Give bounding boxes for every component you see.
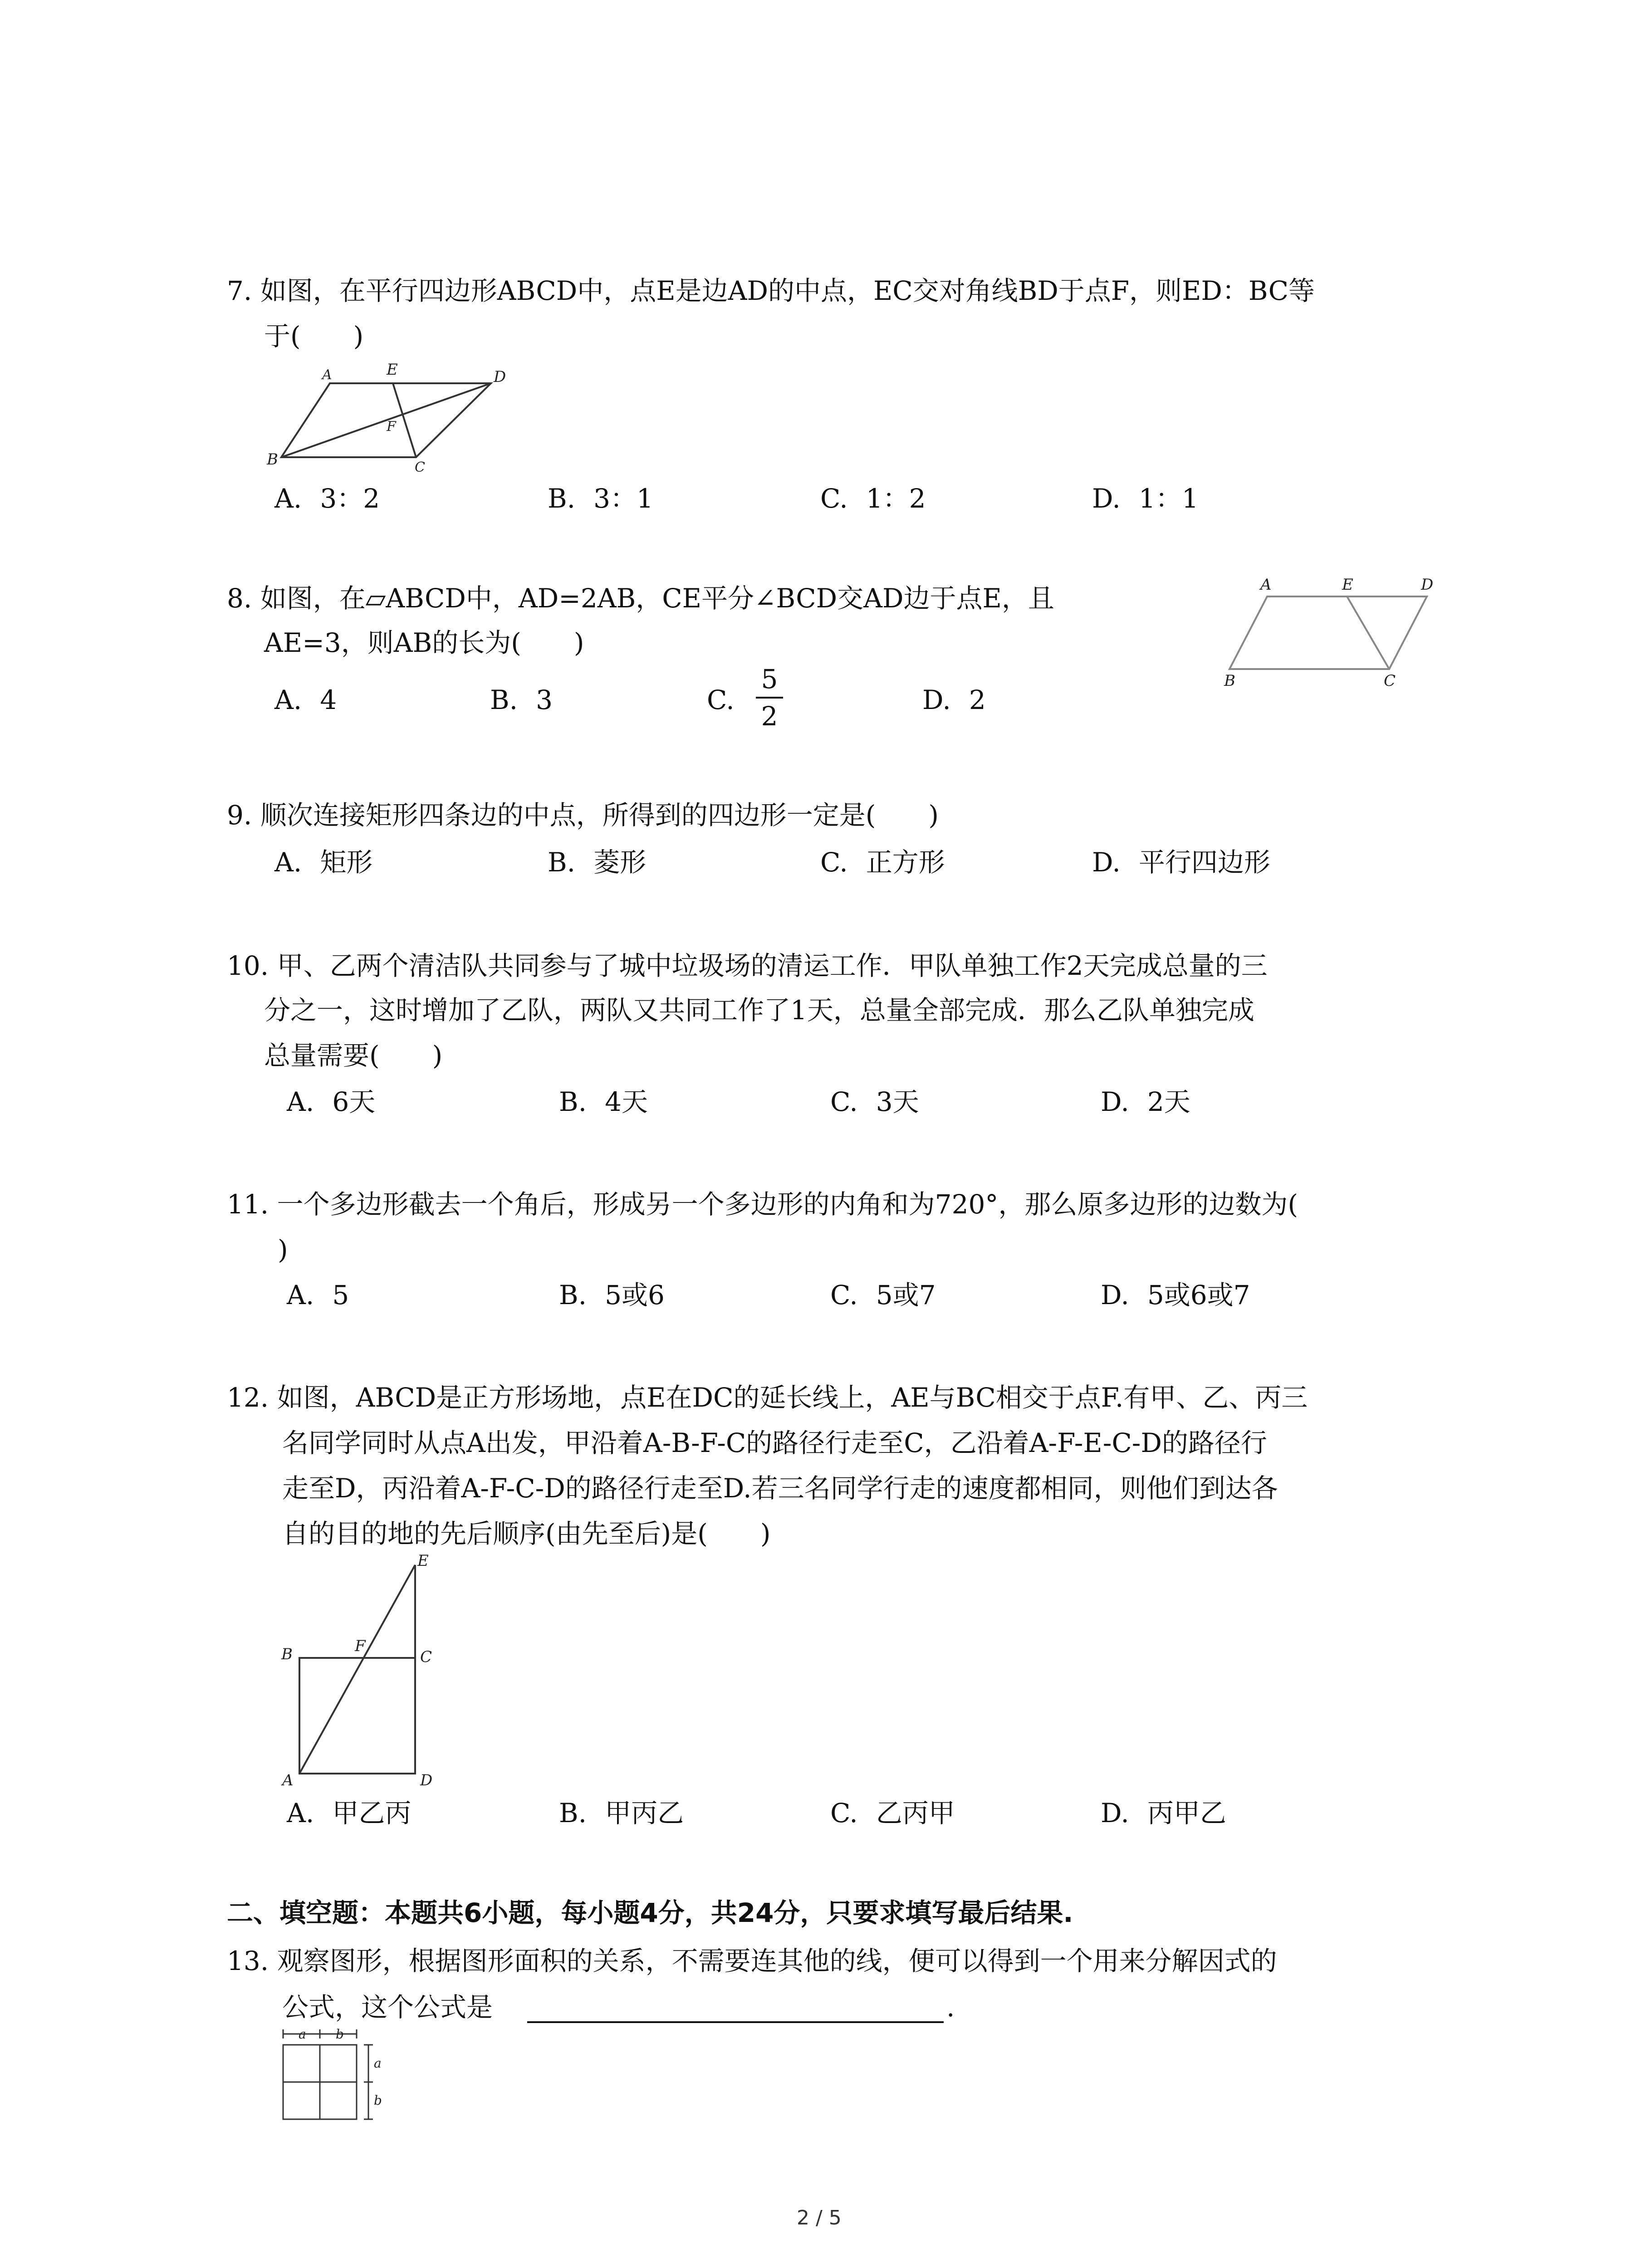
q7-option-c[interactable]: C. 1：2 — [820, 483, 926, 514]
q13-answer-blank[interactable] — [527, 1998, 944, 2023]
q8-parallelogram-figure — [1216, 572, 1452, 689]
q7-option-a[interactable]: A. 3：2 — [274, 483, 380, 514]
q13-text-line1: 13. 观察图形，根据图形面积的关系，不需要连其他的线，便可以得到一个用来分解因式的 — [227, 1945, 1277, 1976]
q8-label-d: D — [1421, 576, 1434, 594]
q13-label-a-side: a — [374, 2056, 382, 2071]
q8-fraction-denominator: 2 — [761, 701, 778, 732]
q11-text-line1: 11. 一个多边形截去一个角后，形成另一个多边形的内角和为720°，那么原多边形的边数为( — [227, 1189, 1298, 1220]
q10-option-d[interactable]: D. 2天 — [1101, 1086, 1190, 1117]
q7-parallelogram-figure — [263, 358, 506, 481]
q8-option-c-fraction — [756, 664, 783, 731]
q12-text-line3: 走至D，丙沿着A-F-C-D的路径行走至D.若三名同学行走的速度都相同，则他们到达各 — [282, 1473, 1278, 1504]
q8-text-line2: AE=3，则AB的长为( ) — [264, 627, 584, 658]
q10-text-line2: 分之一，这时增加了乙队，两队又共同工作了1天，总量全部完成．那么乙队单独完成 — [264, 995, 1254, 1026]
q12-option-d[interactable]: D. 丙甲乙 — [1101, 1798, 1226, 1828]
q7-option-d[interactable]: D. 1：1 — [1092, 483, 1199, 514]
q7-text-line2: 于( ) — [264, 321, 364, 352]
q8-fraction-bar — [756, 697, 783, 699]
q10-text-line3: 总量需要( ) — [264, 1040, 443, 1071]
q13-label-a-top: a — [299, 2027, 306, 2042]
q7-label-a: A — [322, 367, 332, 383]
q8-option-b[interactable]: B. 3 — [490, 684, 553, 715]
q7-label-c: C — [415, 459, 425, 475]
q13-text-line2: 公式，这个公式是 — [282, 1992, 493, 2023]
q11-option-c[interactable]: C. 5或7 — [830, 1280, 936, 1310]
q13-label-b-side: b — [374, 2093, 382, 2108]
q11-text-line2: ) — [278, 1234, 288, 1265]
q7-label-e: E — [387, 361, 398, 379]
q11-option-a[interactable]: A. 5 — [287, 1280, 349, 1310]
q8-label-c: C — [1384, 672, 1396, 690]
q12-label-d: D — [420, 1771, 433, 1789]
q9-option-d[interactable]: D. 平行四边形 — [1092, 847, 1270, 878]
q9-text-line1: 9. 顺次连接矩形四条边的中点，所得到的四边形一定是( ) — [227, 800, 939, 831]
q12-square-figure — [272, 1551, 463, 1796]
q8-label-b: B — [1224, 672, 1235, 690]
q8-option-d[interactable]: D. 2 — [922, 684, 986, 715]
q8-option-a[interactable]: A. 4 — [274, 684, 337, 715]
q12-label-b: B — [281, 1645, 293, 1663]
q12-option-a[interactable]: A. 甲乙丙 — [287, 1798, 411, 1828]
q12-option-c[interactable]: C. 乙丙甲 — [830, 1798, 955, 1828]
q12-label-f: F — [355, 1637, 366, 1655]
q13-text-line2-end: . — [946, 1992, 955, 2023]
q7-label-f: F — [387, 419, 396, 435]
q8-option-c[interactable]: C. — [707, 684, 735, 715]
q13-grid-figure — [278, 2028, 400, 2127]
q12-text-line4: 自的目的地的先后顺序(由先至后)是( ) — [282, 1518, 771, 1549]
q13-label-b-top: b — [336, 2027, 344, 2042]
page-number: 2 / 5 — [797, 2206, 842, 2229]
q8-text-line1: 8. 如图，在▱ABCD中，AD=2AB，CE平分∠BCD交AD边于点E，且 — [227, 583, 1054, 614]
q10-option-a[interactable]: A. 6天 — [287, 1086, 376, 1117]
q10-option-b[interactable]: B. 4天 — [559, 1086, 648, 1117]
q7-option-b[interactable]: B. 3：1 — [548, 483, 653, 514]
q7-label-d: D — [494, 368, 506, 386]
q12-text-line2: 名同学同时从点A出发，甲沿着A-B-F-C的路径行走至C，乙沿着A-F-E-C-D的路径行 — [282, 1427, 1267, 1458]
q7-text-line1: 7. 如图，在平行四边形ABCD中，点E是边AD的中点，EC交对角线BD于点F，则ED：BC等 — [227, 275, 1315, 306]
q10-option-c[interactable]: C. 3天 — [830, 1086, 919, 1117]
q12-label-e: E — [417, 1552, 429, 1570]
q12-label-a: A — [282, 1771, 294, 1789]
section-2-heading: 二、填空题：本题共6小题，每小题4分，共24分，只要求填写最后结果. — [227, 1897, 1073, 1928]
q12-text-line1: 12. 如图，ABCD是正方形场地，点E在DC的延长线上，AE与BC相交于点F.有甲、乙、丙三 — [227, 1382, 1308, 1413]
q7-label-b: B — [267, 450, 278, 469]
q8-fraction-numerator: 5 — [761, 664, 778, 694]
q8-label-a: A — [1260, 576, 1272, 594]
q12-option-b[interactable]: B. 甲丙乙 — [559, 1798, 684, 1828]
q9-option-a[interactable]: A. 矩形 — [274, 847, 373, 878]
q9-option-b[interactable]: B. 菱形 — [548, 847, 647, 878]
q9-option-c[interactable]: C. 正方形 — [820, 847, 945, 878]
q8-label-e: E — [1342, 576, 1353, 594]
q11-option-d[interactable]: D. 5或6或7 — [1101, 1280, 1250, 1310]
q12-label-c: C — [420, 1648, 432, 1666]
q11-option-b[interactable]: B. 5或6 — [559, 1280, 665, 1310]
q10-text-line1: 10. 甲、乙两个清洁队共同参与了城中垃圾场的清运工作．甲队单独工作2天完成总量的三 — [227, 950, 1268, 981]
